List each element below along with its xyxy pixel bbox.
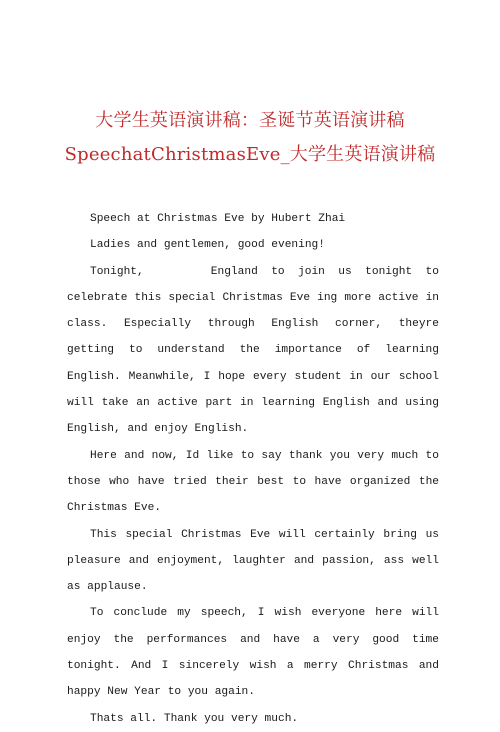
body-paragraph: Here and now, Id like to say thank you very much to those who have tried their best to have organized the Christmas Eve. — [67, 449, 439, 515]
speech-body — [67, 206, 446, 732]
salutation-paragraph: Ladies and gentlemen, good evening! — [90, 239, 325, 252]
body-paragraph: To conclude my speech, I wish everyone here will enjoy the performances and have a very good time tonight. And I sincerely wish a merry Christmas and happy New Year to you again. — [67, 607, 439, 699]
speech-heading: Speech at Christmas Eve by Hubert Zhai — [90, 213, 346, 225]
title-line-english: SpeechatChristmasEve_大学生英语演讲稿 — [64, 144, 436, 165]
document-title — [0, 104, 500, 172]
title-line-chinese: 大学生英语演讲稿：圣诞节英语演讲稿 — [95, 110, 405, 131]
body-paragraph: Tonight, England to join us tonight to celebrate this special Christmas Eve ing more active in class. Especially through English corner, theyre getting to understand the importance of learning English. Meanwhile, I hope every student in our school will take an active part in learning English and using English, and enjoy English. — [67, 265, 446, 436]
closing-paragraph: Thats all. Thank you very much. — [90, 712, 299, 725]
body-paragraph: This special Christmas Eve will certainly bring us pleasure and enjoyment, laughter and passion, ass well as applause. — [67, 528, 439, 594]
